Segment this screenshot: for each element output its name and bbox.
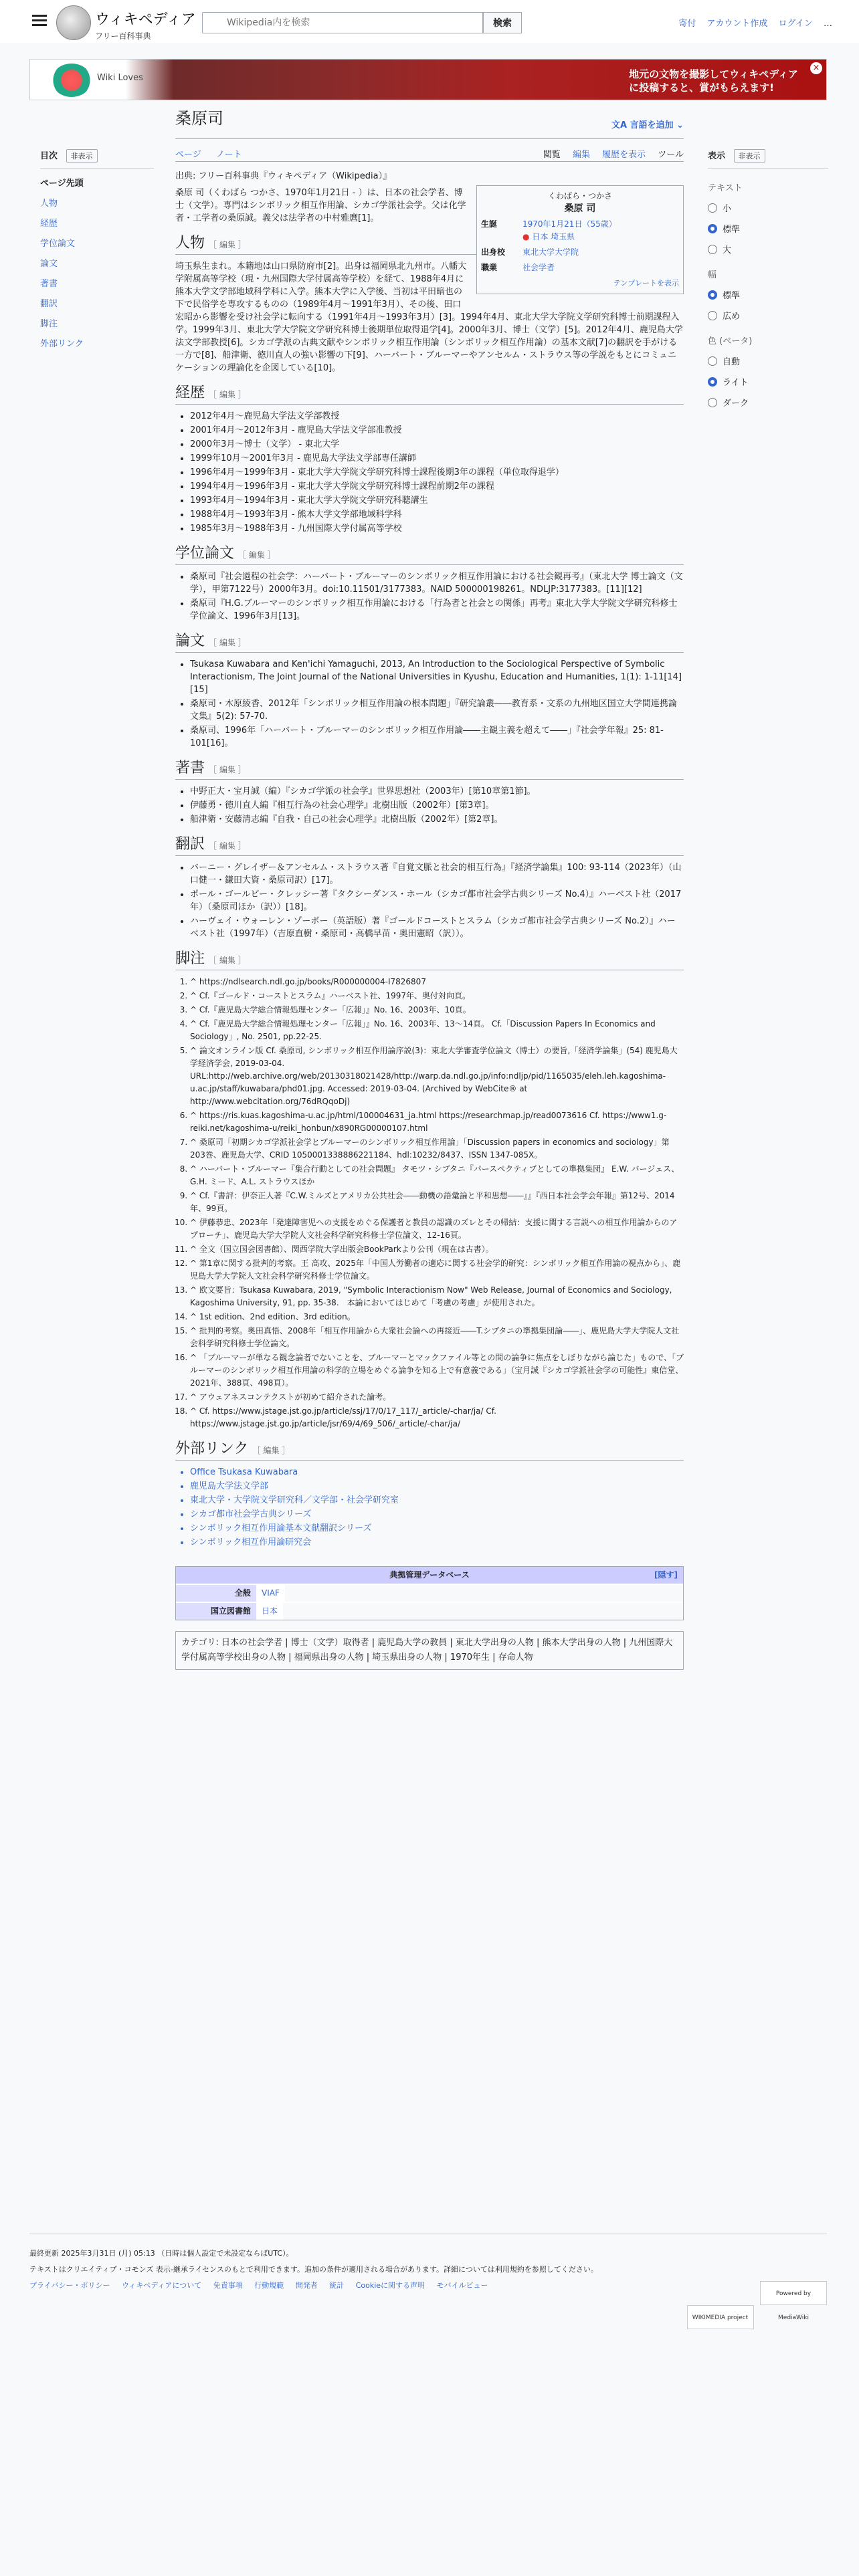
list-item: • ポール・ゴールビー・クレッシー著『タクシーダンス・ホール（シカゴ都市社会学古典シリーズ No.4）』ハーベスト社（2017年）（桑原司ほか（訳））[18]。	[190, 888, 684, 914]
more-options-icon[interactable]: …	[824, 19, 832, 29]
list-item: • 桑原司・木原綾香、2012年「シンボリック相互作用論の根本問題」『研究論叢――教育系・文系の九州地区国立大学間連携論文集』5(2): 57-70.	[190, 697, 684, 723]
list-item: • 2001年4月〜2012年3月 - 鹿児島大学法文学部准教授	[190, 424, 684, 437]
tab-read[interactable]: 閲覧	[543, 150, 561, 160]
reference-item: 14. ^ 1st edition、2nd edition、3rd edition。	[190, 1311, 684, 1323]
toc-title: 目次	[40, 151, 58, 161]
tab-history[interactable]: 履歴を表示	[602, 150, 646, 160]
authority-heading: 典拠管理データベース [隠す]	[176, 1567, 683, 1584]
list-item: • 桑原司、1996年「ハーバート・ブルーマーのシンボリック相互作用論――主観主義を超えて――」『社会学年報』25: 81-101[16]。	[190, 724, 684, 750]
category-links[interactable]: カテゴリ: 日本の社会学者 | 博士（文学）取得者 | 鹿児島大学の教員 | 東北大学出身の人物 | 熊本大学出身の人物 | 九州国際大学付属高等学校出身の人物 | 福岡県出身の人物 | 埼玉県出身の人物 | 1970年生 | 存命人物	[175, 1631, 684, 1670]
external-link[interactable]: • シンボリック相互作用論研究会	[190, 1536, 684, 1549]
reference-item: 3. ^ Cf.『鹿児島大学総合情報処理センター「広報」』No. 16、2003年、10頁。	[190, 1004, 684, 1016]
external-link[interactable]: • シンボリック相互作用論基本文献翻訳シリーズ	[190, 1522, 684, 1535]
text-size-label: テキスト	[708, 183, 743, 193]
edit-link[interactable]: ［ 編集 ］	[252, 1446, 290, 1455]
external-link[interactable]: • シカゴ都市社会学古典シリーズ	[190, 1508, 684, 1521]
footer-link[interactable]: モバイルビュー	[436, 2281, 488, 2290]
mediawiki-badge-icon[interactable]: Powered by MediaWiki	[760, 2281, 827, 2305]
infobox-row-school: 出身校 東北大学大学院	[481, 246, 679, 259]
toc-item-thesis[interactable]: 学位論文	[40, 239, 76, 249]
reference-item: 10. ^ 伊藤恭忠、2023年「発達障害児への支援をめぐる保護者と教員の認識のズレとその帰結：支援に関する言説への相互作用論からのアプローチ」、鹿児島大学大学院人文社会科学研究科修士学位論文、12-16頁。	[190, 1216, 684, 1242]
list-item: • 1985年3月〜1988年3月 - 九州国際大学付属高等学校	[190, 522, 684, 535]
toc-item-papers[interactable]: 論文	[40, 259, 58, 269]
appearance-hide-button[interactable]: 非表示	[734, 149, 765, 163]
appearance-title: 表示	[708, 151, 726, 161]
reference-item: 12. ^ 第1章に関する批判的考察。王 高攻、2025年「中国人労働者の適応に関する社会学的研究：シンボリック相互作用論の視点から」、鹿児島大学大学院人文社会科学研究科修士学位論文。	[190, 1257, 684, 1283]
toc-item-external-links[interactable]: 外部リンク	[40, 339, 84, 349]
width-wide[interactable]: 広め	[708, 309, 828, 322]
references-list	[190, 976, 684, 1430]
section-career: 経歴 ［ 編集 ］	[175, 387, 684, 405]
external-link[interactable]: • Office Tsukasa Kuwabara	[190, 1466, 684, 1479]
create-account-link[interactable]: アカウント作成	[706, 19, 768, 29]
campaign-banner[interactable]	[29, 59, 827, 100]
authority-toggle[interactable]: [隠す]	[654, 1570, 678, 1580]
list-item: • 桑原司『H.G.ブルーマーのシンボリック相互作用論における「行為者と社会との関係」再考』東北大学大学院文学研究科修士学位論文、1996年3月[13]。	[190, 597, 684, 623]
list-item: • バーニー・グレイザー＆アンセルム・ストラウス著『自覚文脈と社会的相互行為』『経済学論集』100: 93-114（2023年）（山口健一・鎌田大資・桑原司訳）[17]。	[190, 861, 684, 887]
reference-item: 5. ^ 論文オンライン版 Cf. 桑原司, シンボリック相互作用論序説(3)：東北大学審査学位論文（博士）の要旨,「経済学論集」(54) 鹿児島大学経済学会, 2019-03-04. URL:http://web.archive.org/web/20130318021428/http://warp.da.ndl.go.jp/info:ndljp/pid/1165035/eleh.leh.kagoshima-u.ac.jp/staff/kuwabara/phd01.jpg. Accessed: 2019-03-04. (Archived by WebCite® at http://www.webcitation.org/76dRQqoDj)	[190, 1045, 684, 1108]
personal-tools	[670, 16, 832, 29]
wordmark-title: ウィキペディア	[95, 11, 196, 28]
divider	[708, 168, 828, 169]
infobox-template-link[interactable]: テンプレートを表示	[613, 279, 679, 288]
edit-link[interactable]: ［ 編集 ］	[209, 841, 246, 851]
tab-edit[interactable]: 編集	[572, 150, 590, 160]
search-button[interactable]: 検索	[483, 12, 522, 33]
person-paragraph: 埼玉県生まれ。本籍地は山口県防府市[2]。出身は福岡県北九州市。八幡大学附属高等学校（現・九州国際大学付属高等学校）を経て、1988年4月に熊本大学文学部地域科学科に入学。熊本大学に入学後、当初は平田暗也の下で民俗学を専攻するものの（1989年4月〜1991年3月）、その後、田口宏昭から影響を受け社会学に転向する（1991年4月〜1993年3月）[3]。1994年4月、東北大学大学院文学研究科博士前期課程入学。1999年3月、東北大学大学院文学研究科博士後期単位取得退学[4]。2000年3月、博士（文学）[5]。2012年4月、鹿児島大学法文学部教授[6]。シカゴ学派の古典文献やシンボリック相互作用論（シンボリック相互作用論）の基本文献[7]の翻訳を手がける一方で[8]、船津衛、徳川直人の強い影響の下[9]、ハーバート・ブルーマーやアンセルム・ストラウス等の学説をもとにコミュニケーションの理論化を企図している[10]。	[175, 261, 683, 373]
lead-paragraph: 桑原 司（くわばら つかさ、1970年1月21日 - ）は、日本の社会学者、博士（文学）。専門はシンボリック相互作用論、シカゴ学派社会学。父は化学者・工学者の桑原誠。義父は法学者の中村雅麿[1]。	[175, 188, 466, 223]
page-title-text: 桑原司	[175, 109, 223, 128]
page-footer	[29, 2234, 827, 2321]
papers-list	[190, 658, 684, 750]
width-standard[interactable]: 標準	[708, 288, 828, 301]
footer-link[interactable]: 開発者	[295, 2281, 318, 2290]
reference-item: 15. ^ 批判的考察。奥田真悟、2008年「相互作用論から大衆社会論への再接近――T.シブタニの準拠集団論――」、鹿児島大学大学院人文社会科学研究科修士学位論文。	[190, 1325, 684, 1350]
reference-item: 11. ^ 全文（国立国会図書館）、関西学院大学出版会BookParkより公刊（現在は古書）。	[190, 1243, 684, 1256]
reference-item: 13. ^ 欧文要旨：Tsukasa Kuwabara, 2019, "Symbolic Interactionism Now" Web Release, Journal of Economics and Sociology, Kagoshima University, 91, pp. 35-38. 本論においてはじめて「考慮の考慮」が使用された。	[190, 1284, 684, 1309]
toc-item-translations[interactable]: 翻訳	[40, 299, 58, 309]
reference-item: 18. ^ Cf. https://www.jstage.jst.go.jp/article/ssj/17/0/17_117/_article/-char/ja/ Cf. https://www.jstage.jst.go.jp/article/jsr/69/4/69_506/_article/-char/ja/	[190, 1405, 684, 1430]
toc-item-notes[interactable]: 脚注	[40, 319, 58, 329]
banner-message	[629, 68, 798, 94]
list-item: • 1994年4月〜1996年3月 - 東北大学大学院文学研究科博士課程前期2年の課程	[190, 480, 684, 493]
toc-item-career[interactable]: 経歴	[40, 219, 58, 229]
reference-item: 2. ^ Cf.『ゴールド・コーストとスラム』ハーベスト社、1997年、奥付対向頁。	[190, 990, 684, 1002]
infobox	[476, 185, 684, 294]
list-item: • ハーヴェイ・ウォーレン・ゾーボー（英語版）著『ゴールドコーストとスラム（シカゴ都市社会学古典シリーズ No.2）』ハーベスト社（1997年）（吉原直樹・桑原司・高橋早苗・奥田憲昭（訳））。	[190, 915, 684, 940]
section-external-links: 外部リンク ［ 編集 ］	[175, 1442, 684, 1461]
close-icon[interactable]: ×	[810, 62, 822, 74]
site-header	[0, 0, 859, 43]
toc-item-person[interactable]: 人物	[40, 199, 58, 209]
toc-item-books[interactable]: 著書	[40, 279, 58, 289]
footer-link[interactable]: ウィキペディアについて	[121, 2281, 202, 2290]
list-item: • 1993年4月〜1994年3月 - 東北大学大学院文学研究科聴講生	[190, 494, 684, 507]
banner-brand: Wiki Loves	[97, 73, 143, 83]
text-size-large[interactable]: 大	[708, 243, 828, 255]
edit-link[interactable]: ［ 編集 ］	[209, 956, 246, 965]
career-list	[190, 410, 684, 535]
list-item: • 船津衛・安藤清志編『自我・自己の社会心理学』北樹出版（2002年）[第2章]。	[190, 813, 684, 826]
color-light[interactable]: ライト	[708, 375, 828, 388]
main-menu-icon[interactable]	[32, 15, 47, 27]
infobox-job[interactable]: 社会学者	[522, 263, 555, 272]
section-notes: 脚注 ［ 編集 ］	[175, 952, 684, 970]
article-content	[175, 109, 684, 1670]
toc-heading	[40, 148, 154, 163]
footer-badges	[683, 2281, 828, 2329]
edit-link[interactable]: ［ 編集 ］	[209, 390, 246, 399]
infobox-born-date[interactable]: 1970年1月21日（55歳）	[522, 219, 617, 229]
section-translations: 翻訳 ［ 編集 ］	[175, 838, 684, 856]
list-item: • 2012年4月〜鹿児島大学法文学部教授	[190, 410, 684, 423]
reference-item: 17. ^ アウェアネスコンテクストが初めて紹介された論考。	[190, 1391, 684, 1404]
section-thesis: 学位論文 ［ 編集 ］	[175, 547, 684, 565]
authority-row: 国立図書館 日本	[176, 1602, 683, 1620]
list-item: • 伊藤勇・徳川直人編『相互行為の社会心理学』北樹出版（2002年）[第3章]。	[190, 799, 684, 812]
last-modified: 最終更新 2025年3月31日 (月) 05:13 （日時は個人設定で未設定ならばUTC）。	[29, 2249, 294, 2258]
infobox-row-job: 職業 社会学者	[481, 261, 679, 274]
footer-link[interactable]: 統計	[329, 2281, 345, 2290]
external-link[interactable]: • 鹿児島大学法文学部	[190, 1480, 684, 1493]
tab-tools[interactable]: ツール	[658, 150, 684, 160]
license-text: テキストはクリエイティブ・コモンズ 表示-継承ライセンスのもとで利用できます。追加の条件が適用される場合があります。詳細については利用規約を参照してください。	[29, 2265, 598, 2274]
wiki-loves-heart-icon	[52, 64, 92, 97]
width-label: 幅	[708, 270, 717, 280]
login-link[interactable]: ログイン	[778, 19, 813, 29]
table-of-contents	[40, 148, 154, 349]
page-tabs	[175, 139, 684, 162]
infobox-school[interactable]: 東北大学大学院	[522, 247, 579, 257]
infobox-reading: くわばら・つかさ	[547, 191, 612, 201]
reference-item: 6. ^ https://ris.kuas.kagoshima-u.ac.jp/html/100004631_ja.html https://researchmap.jp/read0073616 Cf. https://www1.g-reiki.net/kagoshima-u/reiki_honbun/x890RG00000107.html	[190, 1109, 684, 1135]
appearance-heading	[708, 148, 828, 163]
search-input[interactable]	[202, 12, 483, 33]
footer-link[interactable]: 免責事項	[213, 2281, 243, 2290]
external-links-list	[190, 1466, 684, 1549]
infobox-born-place[interactable]: 日本 埼玉県	[532, 232, 575, 241]
site-sub: 出典: フリー百科事典『ウィキペディア（Wikipedia）』	[175, 171, 392, 181]
authority-row: 全般 VIAF	[176, 1584, 683, 1602]
search-box	[202, 12, 522, 33]
text-size-standard[interactable]: 標準	[708, 222, 828, 235]
wikimedia-badge-icon[interactable]: WIKIMEDIA project	[687, 2305, 754, 2329]
color-auto[interactable]: 自動	[708, 354, 828, 367]
reference-item: 9. ^ Cf.『書評：伊奈正人著『C.W.ミルズとアメリカ公共社会――動機の語彙論と平和思想――』』『西日本社会学会年報』第12号、2014年、99頁。	[190, 1190, 684, 1215]
list-item: • 1996年4月〜1999年3月 - 東北大学大学院文学研究科博士課程後期3年の課程（単位取得退学）	[190, 466, 684, 479]
text-size-small[interactable]: 小	[708, 201, 828, 214]
footer-link[interactable]: 行動規範	[254, 2281, 284, 2290]
infobox-name: 桑原 司	[564, 203, 596, 214]
list-item: • 中野正大・宝月誠（編）『シカゴ学派の社会学』世界思想社（2003年）[第10章第1節]。	[190, 785, 684, 798]
books-list	[190, 785, 684, 826]
add-language-button[interactable]: 文A 言語を追加 ⌄	[611, 120, 684, 130]
color-dark[interactable]: ダーク	[708, 396, 828, 409]
edit-link[interactable]: ［ 編集 ］	[209, 638, 246, 647]
reference-item: 1. ^ https://ndlsearch.ndl.go.jp/books/R000000004-I7826807	[190, 976, 684, 988]
divider	[40, 168, 154, 169]
tab-page[interactable]: ページ	[175, 150, 201, 160]
list-item: • Tsukasa Kuwabara and Ken'ichi Yamaguchi, 2013, An Introduction to the Sociological Perspective of Symbolic Interactionism, The Joint Journal of the National Universities in Kyushu, Education and Humanities, 1(1): 1-11[14][15]	[190, 658, 684, 696]
appearance-panel	[708, 148, 828, 409]
edit-link[interactable]: ［ 編集 ］	[238, 550, 276, 560]
footer-link[interactable]: Cookieに関する声明	[355, 2281, 425, 2290]
list-item: • 桑原司『社会過程の社会学：ハーバート・ブルーマーのシンボリック相互作用論における社会観再考』（東北大学 博士論文（文学），甲第7122号）2000年3月。doi:10.11501/3177383。NAID 500000198261。NDLJP:3177383。[11][12]	[190, 570, 684, 596]
section-books: 著書 ［ 編集 ］	[175, 762, 684, 780]
reference-item: 8. ^ ハーバート・ブルーマー『集合行動としての社会問題』 タモツ・シブタニ『パースペクティブとしての準拠集団』 E.W. バージェス、G.H. ミード、A.L. ストラウスほか	[190, 1163, 684, 1188]
toc-hide-button[interactable]: 非表示	[66, 149, 98, 163]
wordmark[interactable]	[95, 8, 196, 41]
color-label: 色 (ベータ)	[708, 336, 753, 346]
section-person: 人物 ［ 編集 ］	[175, 237, 684, 255]
list-item: • 2000年3月〜博士（文学） - 東北大学	[190, 438, 684, 451]
footer-link[interactable]: プライバシー・ポリシー	[29, 2281, 110, 2290]
wordmark-tagline: フリー百科事典	[95, 31, 151, 41]
external-link[interactable]: • 東北大学・大学院文学研究科／文学部・社会学研究室	[190, 1494, 684, 1507]
tab-talk[interactable]: ノート	[215, 150, 242, 160]
list-item: • 1988年4月〜1993年3月 - 熊本大学文学部地域科学科	[190, 508, 684, 521]
authority-control	[175, 1566, 684, 1620]
reference-item: 16. ^ 「ブルーマーが単なる観念論者でないことを、ブルーマーとマックファイル等との間の論争に焦点をしぼりながら論じた」もので、「ブルーマーのシンボリック相互作用論の科学的立場をめぐる論争を知る上で有意義である」（宝月誠『シカゴ学派社会学の可能性』東信堂、2021年、388頁、498頁）。	[190, 1352, 684, 1390]
infobox-row-born: 生誕 1970年1月21日（55歳） ● 日本 埼玉県	[481, 219, 617, 241]
page-title	[175, 109, 684, 139]
banner-line-1: 地元の文物を撮影してウィキペディア	[629, 68, 798, 80]
reference-item: 7. ^ 桑原司「初期シカゴ学派社会学とブルーマーのシンボリック相互作用論」「Discussion papers in economics and sociology」第203巻、鹿児島大学、CRID 1050001338886221184、hdl:10232/8437、ISSN 1347-085X。	[190, 1136, 684, 1162]
toc-item-top[interactable]: ページ先頭	[40, 179, 84, 189]
reference-item: 4. ^ Cf.『鹿児島大学総合情報処理センター「広報」』No. 16、2003年、13〜14頁。 Cf.「Discussion Papers In Economics and Sociology」, No. 2501, pp.22-25.	[190, 1018, 684, 1043]
translations-list	[190, 861, 684, 940]
wikipedia-logo-icon[interactable]	[56, 5, 91, 40]
thesis-list	[190, 570, 684, 623]
edit-link[interactable]: ［ 編集 ］	[209, 765, 246, 774]
section-papers: 論文 ［ 編集 ］	[175, 635, 684, 653]
list-item: • 1999年10月〜2001年3月 - 鹿児島大学法文学部専任講師	[190, 452, 684, 465]
edit-link[interactable]: ［ 編集 ］	[209, 240, 246, 249]
donate-link[interactable]: 寄付	[678, 19, 696, 29]
banner-line-2: に投稿すると、賞がもらえます!	[629, 82, 774, 94]
